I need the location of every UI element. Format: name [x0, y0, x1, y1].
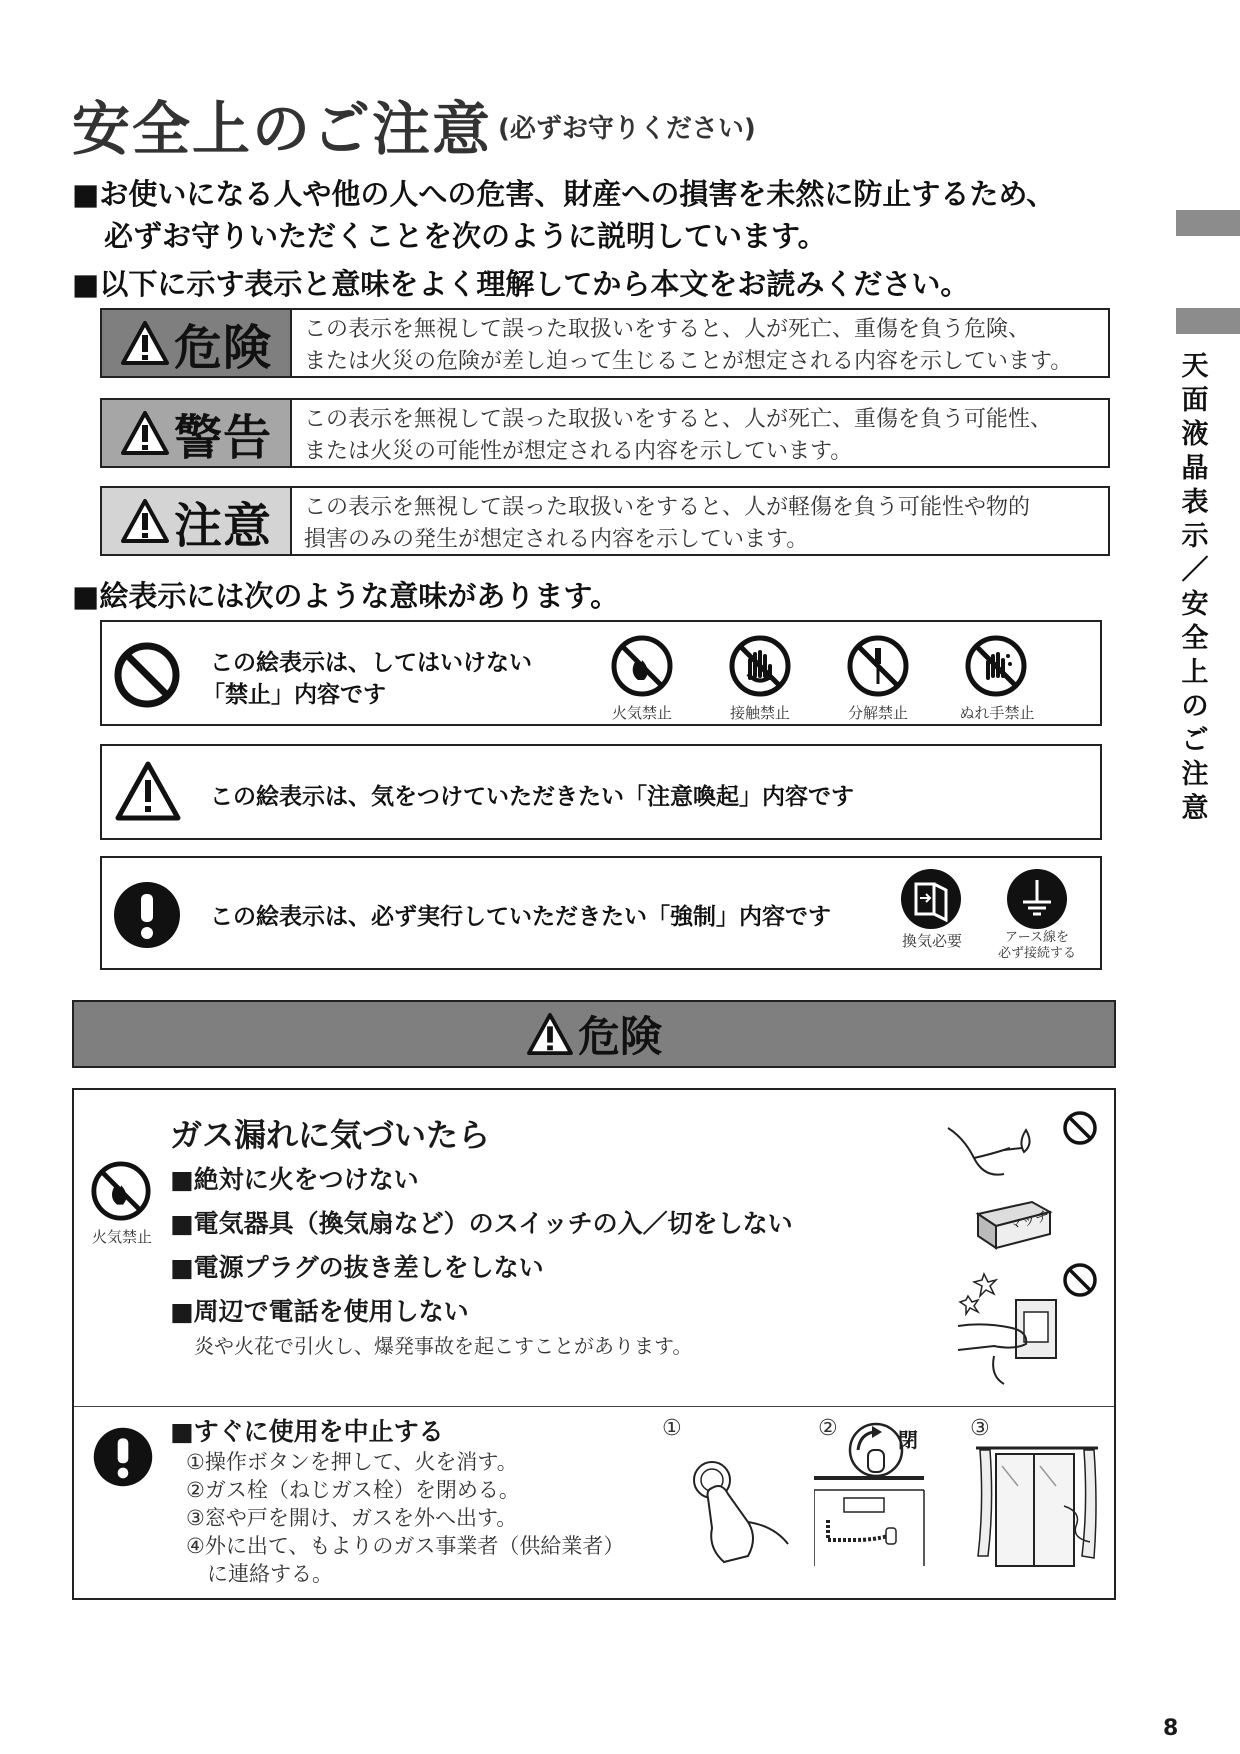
pictogram-heading: ■絵表示には次のような意味があります。	[72, 579, 620, 613]
no-fire-label: 火気禁止	[611, 704, 672, 722]
figure-number-3: ③	[970, 1416, 990, 1441]
mandatory-icon	[112, 880, 182, 950]
ventilation-icon	[900, 868, 962, 930]
mandatory-text: この絵表示は、必ず実行していただきたい「強制」内容です	[210, 904, 831, 930]
mandatory-icon	[92, 1426, 154, 1488]
no-wet-hands-icon	[964, 634, 1028, 698]
button-press-illustration	[678, 1438, 798, 1568]
caution-triangle-icon	[114, 760, 182, 822]
no-touch-icon	[728, 634, 792, 698]
signal-word-warning: 警告	[173, 409, 272, 466]
no-disassembly-label: 分解禁止	[847, 704, 908, 722]
page-title: 安全上のご注意	[72, 95, 493, 163]
step-1: ①操作ボタンを押して、火を消す。	[186, 1450, 518, 1474]
signal-word-danger: 危険	[173, 319, 272, 376]
gas-leak-box	[72, 1088, 1116, 1600]
ground-icon	[1006, 868, 1068, 930]
side-tab-label: 天 面 液 晶 表 示 ／ 安 全 上 の ご 注 意	[1181, 351, 1209, 824]
intro-line-2: 必ずお守りいただくことを次のように説明しています。	[104, 219, 827, 253]
figure-number-2: ②	[818, 1416, 838, 1441]
signal-word-caution: 注意	[173, 497, 272, 554]
step-3: ③窓や戸を開け、ガスを外へ出す。	[186, 1506, 518, 1530]
no-fire-icon	[90, 1160, 152, 1222]
figure-number-1: ①	[662, 1416, 682, 1441]
signal-desc-caution: この表示を無視して誤った取扱いをすると、人が軽傷を負う可能性や物的 損害のみの発生が想定される内容を示しています。	[304, 495, 1031, 552]
prohibit-text-1: この絵表示は、してはいけない	[210, 650, 532, 676]
intro-line-3: ■以下に示す表示と意味をよく理解してから本文をお読みください。	[72, 267, 970, 301]
stop-usage-heading: ■すぐに使用を中止する	[170, 1417, 444, 1446]
match-lighting-illustration	[944, 1108, 1044, 1198]
matchbox-label: マッチ	[1006, 1208, 1052, 1234]
gas-item-4: ■周辺で電話を使用しない	[170, 1297, 469, 1326]
danger-section-header	[72, 1000, 1116, 1068]
plug-outlet-illustration	[954, 1266, 1064, 1386]
page-number: 8	[1163, 1716, 1179, 1741]
close-label: 閉	[898, 1428, 918, 1452]
fire-prohibited-label: 火気禁止	[91, 1228, 152, 1246]
no-touch-label: 接触禁止	[729, 704, 790, 722]
step-4: ④外に出て、もよりのガス事業者（供給業者）	[186, 1534, 625, 1558]
page-subtitle: (必ずお守りください)	[498, 114, 756, 144]
warning-triangle-icon	[526, 1012, 574, 1056]
pictogram-row-prohibit	[100, 620, 1102, 726]
ventilation-label: 換気必要	[901, 932, 962, 950]
pictogram-row-mandatory	[100, 856, 1102, 970]
signal-row-danger	[100, 308, 1110, 378]
gas-note: 炎や火花で引火し、爆発事故を起こすことがあります。	[194, 1334, 693, 1358]
caution-text: この絵表示は、気をつけていただきたい「注意喚起」内容です	[210, 784, 854, 810]
no-wet-hands-label: ぬれ手禁止	[959, 704, 1035, 722]
ground-label: アース線を 必ず接続する	[997, 930, 1076, 961]
side-tab-marker	[1176, 210, 1240, 236]
no-fire-icon	[610, 634, 674, 698]
gas-leak-heading: ガス漏れに気づいたら	[170, 1116, 491, 1154]
open-window-illustration	[972, 1446, 1102, 1576]
prohibit-text-2: 「禁止」内容です	[202, 682, 386, 708]
side-tab-active[interactable]	[1176, 308, 1240, 334]
step-4-cont: に連絡する。	[186, 1562, 333, 1586]
gas-item-3: ■電源プラグの抜き差しをしない	[170, 1253, 544, 1282]
gas-item-2: ■電気器具（換気扇など）のスイッチの入／切をしない	[170, 1209, 793, 1238]
signal-row-caution	[100, 486, 1110, 556]
no-disassembly-icon	[846, 634, 910, 698]
prohibition-icon	[1062, 1262, 1098, 1298]
warning-triangle-icon	[120, 410, 170, 456]
prohibition-icon	[1062, 1110, 1098, 1146]
signal-box-danger	[102, 310, 292, 376]
signal-box-warning	[102, 400, 292, 466]
pictogram-row-caution	[100, 744, 1102, 840]
warning-triangle-icon	[120, 498, 170, 544]
signal-row-warning	[100, 398, 1110, 468]
danger-section-title: 危険	[577, 1012, 662, 1061]
stop-usage-steps	[186, 1448, 624, 1588]
signal-box-caution	[102, 488, 292, 554]
gas-item-1: ■絶対に火をつけない	[170, 1165, 419, 1194]
prohibition-icon	[112, 640, 182, 710]
signal-desc-warning: この表示を無視して誤った取扱いをすると、人が死亡、重傷を負う可能性、 または火災の可能性が想定される内容を示しています。	[304, 407, 1053, 464]
section-divider	[74, 1406, 1114, 1407]
warning-triangle-icon	[120, 320, 170, 366]
intro-line-1: ■お使いになる人や他の人への危害、財産への損害を未然に防止するため、	[72, 177, 1056, 211]
signal-desc-danger: この表示を無視して誤った取扱いをすると、人が死亡、重傷を負う危険、 または火災の危険が差し迫って生じることが想定される内容を示しています。	[304, 317, 1073, 374]
step-2: ②ガス栓（ねじガス栓）を閉める。	[186, 1478, 520, 1502]
